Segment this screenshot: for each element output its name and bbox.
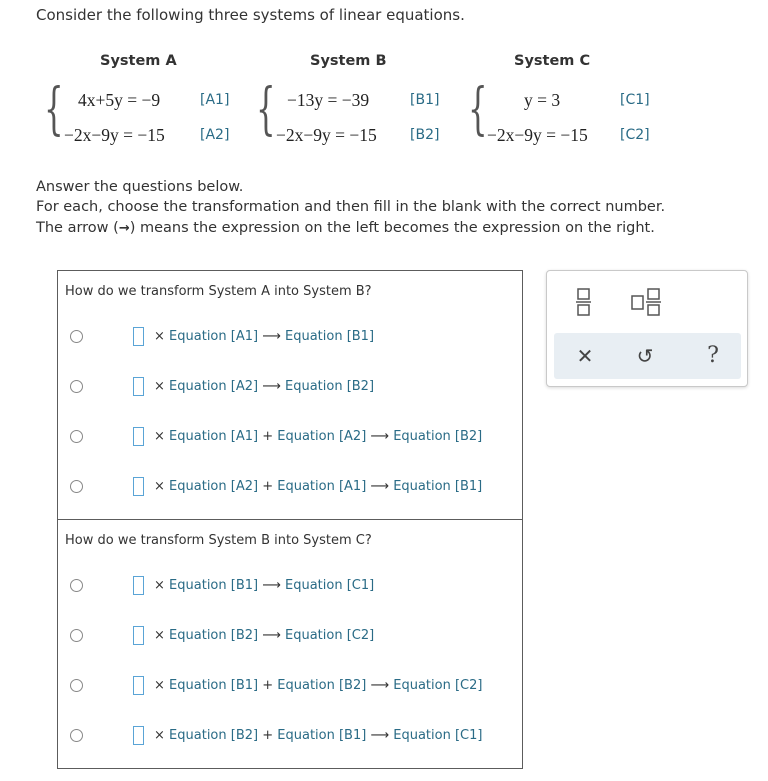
equals-sign: = (123, 125, 133, 145)
q1-option-1-source: Equation [A1] (169, 329, 259, 344)
instructions-line-2: For each, choose the transformation and then fill in the blank with the correct number. (36, 199, 666, 215)
q1-option-1-result: Equation [B1] (284, 329, 375, 344)
q2-option-1-source: Equation [B1] (169, 578, 259, 593)
equals-sign: = (335, 125, 345, 145)
q2-option-3-result: Equation [C2] (393, 678, 483, 693)
q1-option-3-result: Equation [B2] (393, 429, 483, 444)
arrow-sign: ⟶ (262, 329, 281, 344)
question-1-prompt: How do we transform System A into System B? (65, 284, 372, 299)
equation-c2-rhs: −15 (560, 125, 588, 145)
q1-option-2-source: Equation [A2] (169, 379, 259, 394)
q1-option-2-radio[interactable] (70, 380, 83, 393)
equation-b2 (276, 125, 377, 146)
equation-c1-lhs: y (524, 90, 533, 110)
system-b-title: System B (310, 53, 387, 69)
arrow-sign: ⟶ (370, 429, 390, 444)
q2-option-4-blank[interactable] (133, 726, 144, 745)
times-sign: × (154, 329, 165, 344)
plus-sign: + (262, 678, 274, 693)
q1-option-3-addend: Equation [A2] (277, 429, 367, 444)
q1-option-3-blank[interactable] (133, 427, 144, 446)
tag-c1: [C1] (620, 92, 650, 108)
system-a-title: System A (100, 53, 177, 69)
q1-option-1-radio[interactable] (70, 330, 83, 343)
plus-sign: + (262, 728, 274, 743)
q1-option-1-blank[interactable] (133, 327, 144, 346)
q2-option-3-text (154, 678, 482, 693)
fraction-icon[interactable] (574, 288, 594, 316)
q1-option-3-source: Equation [A1] (169, 429, 259, 444)
equals-sign: = (127, 90, 138, 110)
tag-b1: [B1] (410, 92, 440, 108)
q2-option-3-source: Equation [B1] (169, 678, 259, 693)
arrow-sign: ⟶ (262, 578, 281, 593)
equation-c1-rhs: 3 (551, 90, 561, 110)
equation-a2-lhs: −2x−9y (64, 125, 119, 145)
tag-a1: [A1] (200, 92, 230, 108)
math-toolbox (546, 270, 748, 387)
instructions-line-3 (36, 220, 655, 236)
equation-c2-lhs: −2x−9y (487, 125, 542, 145)
q2-option-4-radio[interactable] (70, 729, 83, 742)
times-sign: × (154, 628, 165, 643)
q2-option-1-result: Equation [C1] (285, 578, 375, 593)
help-icon[interactable]: ? (707, 343, 719, 368)
times-sign: × (154, 429, 165, 444)
q1-option-1-text (154, 329, 374, 344)
equals-sign: = (327, 90, 338, 110)
arrow-icon: → (118, 221, 130, 236)
q1-option-4-blank[interactable] (133, 477, 144, 496)
q2-option-1-text (154, 578, 374, 593)
q2-option-3-radio[interactable] (70, 679, 83, 692)
equation-b1-lhs: −13y (287, 90, 324, 110)
equals-sign: = (537, 90, 547, 110)
equation-c2 (487, 125, 588, 146)
q2-option-3-addend: Equation [B2] (277, 678, 367, 693)
q2-option-4-source: Equation [B2] (169, 728, 259, 743)
system-c-brace: { (468, 77, 488, 142)
arrow-sign: ⟶ (370, 728, 390, 743)
q1-option-4-text (154, 479, 482, 494)
instructions-line-1: Answer the questions below. (36, 179, 244, 195)
plus-sign: + (262, 479, 274, 494)
q2-option-2-source: Equation [B2] (169, 628, 259, 643)
mixed-number-icon[interactable] (631, 288, 663, 316)
system-b-brace: { (256, 77, 276, 142)
equation-b1-rhs: −39 (341, 90, 370, 110)
q1-option-4-result: Equation [B1] (393, 479, 483, 494)
equation-a1-rhs: −9 (141, 90, 161, 110)
equals-sign: = (546, 125, 556, 145)
equation-c1 (524, 90, 560, 111)
q2-option-4-addend: Equation [B1] (277, 728, 367, 743)
q2-option-2-blank[interactable] (133, 626, 144, 645)
q2-option-2-result: Equation [C2] (285, 628, 375, 643)
arrow-sign: ⟶ (370, 678, 390, 693)
q1-option-2-result: Equation [B2] (284, 379, 375, 394)
question-2-box (57, 519, 523, 769)
q1-option-3-text (154, 429, 482, 444)
equation-b2-rhs: −15 (349, 125, 377, 145)
equation-a1 (78, 90, 160, 111)
instructions-line-3-pre: The arrow ( (36, 220, 119, 236)
undo-icon[interactable]: ↺ (636, 344, 654, 368)
q1-option-4-source: Equation [A2] (169, 479, 259, 494)
q1-option-4-radio[interactable] (70, 480, 83, 493)
equation-a2-rhs: −15 (137, 125, 165, 145)
intro-text: Consider the following three systems of linear equations. (36, 6, 465, 24)
equation-b2-lhs: −2x−9y (276, 125, 331, 145)
q2-option-4-text (154, 728, 482, 743)
times-sign: × (154, 479, 165, 494)
q1-option-2-blank[interactable] (133, 377, 144, 396)
q1-option-2-text (154, 379, 374, 394)
q1-option-4-addend: Equation [A1] (277, 479, 367, 494)
times-sign: × (154, 678, 165, 693)
instructions-line-3-post: ) means the expression on the left becomes the expression on the right. (129, 220, 655, 236)
q2-option-1-blank[interactable] (133, 576, 144, 595)
clear-icon[interactable]: ✕ (576, 344, 594, 368)
system-c-title: System C (514, 53, 591, 69)
plus-sign: + (262, 429, 274, 444)
equation-b1 (287, 90, 369, 111)
arrow-sign: ⟶ (262, 628, 281, 643)
q2-option-4-result: Equation [C1] (393, 728, 483, 743)
equation-a1-lhs: 4x+5y (78, 90, 123, 110)
q2-option-2-text (154, 628, 374, 643)
q2-option-3-blank[interactable] (133, 676, 144, 695)
q1-option-3-radio[interactable] (70, 430, 83, 443)
times-sign: × (154, 728, 165, 743)
arrow-sign: ⟶ (370, 479, 390, 494)
tag-c2: [C2] (620, 127, 650, 143)
question-2-prompt: How do we transform System B into System C? (65, 533, 372, 548)
toolbox-actions (554, 333, 741, 379)
q2-option-2-radio[interactable] (70, 629, 83, 642)
times-sign: × (154, 578, 165, 593)
system-a-brace: { (44, 77, 64, 142)
question-1-box (57, 270, 523, 520)
tag-a2: [A2] (200, 127, 230, 143)
equation-a2 (64, 125, 165, 146)
tag-b2: [B2] (410, 127, 440, 143)
q2-option-1-radio[interactable] (70, 579, 83, 592)
times-sign: × (154, 379, 165, 394)
arrow-sign: ⟶ (262, 379, 281, 394)
